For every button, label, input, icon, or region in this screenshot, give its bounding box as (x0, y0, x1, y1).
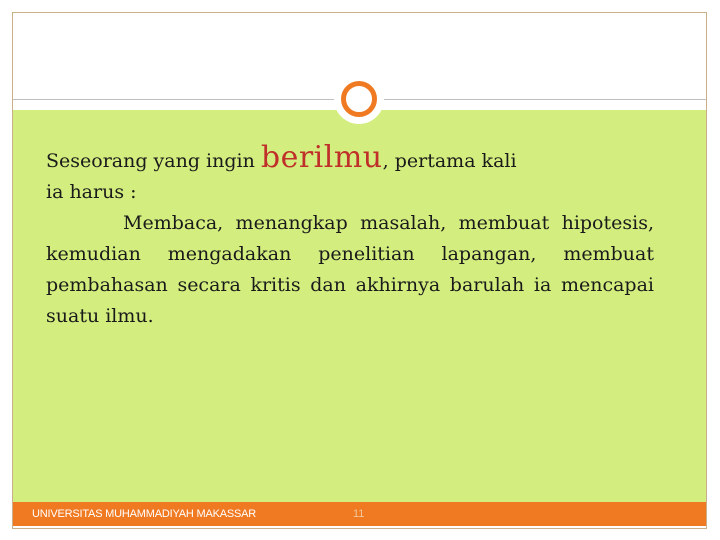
slide-footer (13, 502, 706, 526)
emphasis-word: berilmu (260, 140, 383, 175)
body-paragraph: Membaca, menangkap masalah, membuat hipotesis, kemudian mengadakan penelitian lapangan, membuat pembahasan secara kritis dan akhirnya barulah ia mencapai suatu ilmu. (46, 212, 654, 327)
body-line-1-prefix: Seseorang yang ingin (46, 150, 261, 172)
orange-ring-icon (341, 81, 377, 117)
slide-body (46, 142, 654, 332)
footer-institution: UNIVERSITAS MUHAMMADIYAH MAKASSAR (32, 508, 257, 520)
body-line-1 (46, 142, 654, 177)
body-line-1-suffix: , pertama kali (382, 150, 517, 172)
footer-page-number: 11 (353, 508, 365, 520)
body-line-2: ia harus : (46, 181, 137, 203)
